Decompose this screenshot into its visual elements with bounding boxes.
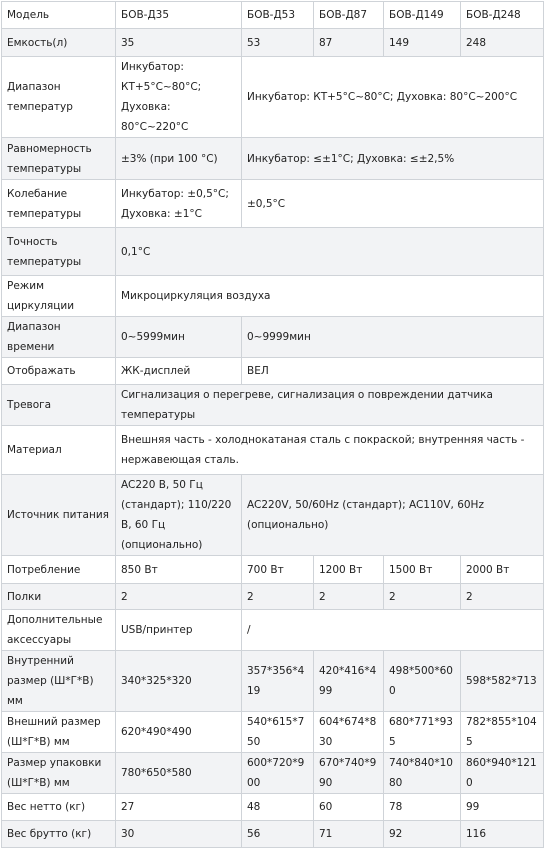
row-label-cell: Полки bbox=[2, 584, 116, 610]
value-cell: 598*582*713 bbox=[461, 651, 544, 712]
temperature-fluctuation-row bbox=[2, 180, 544, 228]
value-cell: 87 bbox=[314, 29, 384, 57]
model-row bbox=[2, 2, 544, 29]
package-size-row bbox=[2, 753, 544, 794]
value-cell: БОВ-Д248 bbox=[461, 2, 544, 29]
value-cell: 740*840*1080 bbox=[384, 753, 461, 794]
value-cell: Инкубатор: ±0,5°C; Духовка: ±1°C bbox=[116, 180, 242, 228]
value-cell: БОВ-Д149 bbox=[384, 2, 461, 29]
value-cell: AC220 В, 50 Гц (стандарт); 110/220 В, 60 Гц (опционально) bbox=[116, 475, 242, 556]
gross-weight-row bbox=[2, 821, 544, 848]
value-cell: 116 bbox=[461, 821, 544, 848]
value-cell: 600*720*900 bbox=[242, 753, 314, 794]
value-cell: 92 bbox=[384, 821, 461, 848]
value-cell: 99 bbox=[461, 794, 544, 821]
material-row bbox=[2, 426, 544, 475]
value-cell: 2 bbox=[116, 584, 242, 610]
temperature-accuracy-row bbox=[2, 228, 544, 276]
value-cell: / bbox=[242, 610, 544, 651]
row-label-cell: Равномерность температуры bbox=[2, 138, 116, 180]
value-cell: Внешняя часть - холоднокатаная сталь с покраской; внутренняя часть - нержавеющая сталь. bbox=[116, 426, 544, 475]
value-cell: 420*416*499 bbox=[314, 651, 384, 712]
power-supply-row bbox=[2, 475, 544, 556]
spec-table bbox=[1, 1, 544, 848]
value-cell: 2 bbox=[314, 584, 384, 610]
temperature-uniformity-row bbox=[2, 138, 544, 180]
value-cell: Инкубатор: ≤±1°C; Духовка: ≤±2,5% bbox=[242, 138, 544, 180]
value-cell: 248 bbox=[461, 29, 544, 57]
alarm-row bbox=[2, 385, 544, 426]
value-cell: 540*615*750 bbox=[242, 712, 314, 753]
value-cell: AC220V, 50/60Hz (стандарт); AC110V, 60Hz (опционально) bbox=[242, 475, 544, 556]
value-cell: 700 Вт bbox=[242, 556, 314, 584]
value-cell: 35 bbox=[116, 29, 242, 57]
spec-table-body bbox=[2, 2, 544, 848]
row-label-cell: Точность температуры bbox=[2, 228, 116, 276]
value-cell: Инкубатор: КТ+5°C~80°C; Духовка: 80°C~200°C bbox=[242, 57, 544, 138]
accessories-row bbox=[2, 610, 544, 651]
value-cell: Инкубатор: КТ+5°C~80°C; Духовка: 80°C~220°C bbox=[116, 57, 242, 138]
value-cell: ЖК-дисплей bbox=[116, 358, 242, 385]
row-label-cell: Диапазон времени bbox=[2, 317, 116, 358]
net-weight-row bbox=[2, 794, 544, 821]
shelves-row bbox=[2, 584, 544, 610]
time-range-row bbox=[2, 317, 544, 358]
value-cell: 498*500*600 bbox=[384, 651, 461, 712]
value-cell: 604*674*830 bbox=[314, 712, 384, 753]
row-label-cell: Колебание температуры bbox=[2, 180, 116, 228]
value-cell: 71 bbox=[314, 821, 384, 848]
value-cell: 850 Вт bbox=[116, 556, 242, 584]
value-cell: 670*740*990 bbox=[314, 753, 384, 794]
value-cell: Сигнализация о перегреве, сигнализация о повреждении датчика температуры bbox=[116, 385, 544, 426]
value-cell: 2 bbox=[461, 584, 544, 610]
value-cell: 56 bbox=[242, 821, 314, 848]
display-row bbox=[2, 358, 544, 385]
value-cell: 2000 Вт bbox=[461, 556, 544, 584]
row-label-cell: Режим циркуляции bbox=[2, 276, 116, 317]
temperature-range-row bbox=[2, 57, 544, 138]
row-label-cell: Отображать bbox=[2, 358, 116, 385]
value-cell: 1500 Вт bbox=[384, 556, 461, 584]
value-cell: 780*650*580 bbox=[116, 753, 242, 794]
row-label-cell: Вес брутто (кг) bbox=[2, 821, 116, 848]
value-cell: 340*325*320 bbox=[116, 651, 242, 712]
row-label-cell: Материал bbox=[2, 426, 116, 475]
external-size-row bbox=[2, 712, 544, 753]
row-label-cell: Потребление bbox=[2, 556, 116, 584]
value-cell: 1200 Вт bbox=[314, 556, 384, 584]
row-label-cell: Модель bbox=[2, 2, 116, 29]
row-label-cell: Размер упаковки (Ш*Г*В) мм bbox=[2, 753, 116, 794]
value-cell: БОВ-Д53 bbox=[242, 2, 314, 29]
row-label-cell: Источник питания bbox=[2, 475, 116, 556]
value-cell: USB/принтер bbox=[116, 610, 242, 651]
internal-size-row bbox=[2, 651, 544, 712]
row-label-cell: Вес нетто (кг) bbox=[2, 794, 116, 821]
row-label-cell: Внешний размер (Ш*Г*В) мм bbox=[2, 712, 116, 753]
value-cell: 0~5999мин bbox=[116, 317, 242, 358]
circulation-mode-row bbox=[2, 276, 544, 317]
value-cell: 149 bbox=[384, 29, 461, 57]
value-cell: 53 bbox=[242, 29, 314, 57]
value-cell: 60 bbox=[314, 794, 384, 821]
value-cell: 2 bbox=[384, 584, 461, 610]
value-cell: 620*490*490 bbox=[116, 712, 242, 753]
value-cell: 0,1°C bbox=[116, 228, 544, 276]
value-cell: ±3% (при 100 °C) bbox=[116, 138, 242, 180]
value-cell: 860*940*1210 bbox=[461, 753, 544, 794]
row-label-cell: Тревога bbox=[2, 385, 116, 426]
row-label-cell: Внутренний размер (Ш*Г*В) мм bbox=[2, 651, 116, 712]
row-label-cell: Емкость(л) bbox=[2, 29, 116, 57]
capacity-row bbox=[2, 29, 544, 57]
value-cell: ±0,5°C bbox=[242, 180, 544, 228]
value-cell: 0~9999мин bbox=[242, 317, 544, 358]
row-label-cell: Диапазон температур bbox=[2, 57, 116, 138]
value-cell: Микроциркуляция воздуха bbox=[116, 276, 544, 317]
value-cell: 78 bbox=[384, 794, 461, 821]
value-cell: 782*855*1045 bbox=[461, 712, 544, 753]
value-cell: 30 bbox=[116, 821, 242, 848]
value-cell: ВЕЛ bbox=[242, 358, 544, 385]
value-cell: БОВ-Д35 bbox=[116, 2, 242, 29]
consumption-row bbox=[2, 556, 544, 584]
row-label-cell: Дополнительные аксессуары bbox=[2, 610, 116, 651]
value-cell: 680*771*935 bbox=[384, 712, 461, 753]
value-cell: 48 bbox=[242, 794, 314, 821]
value-cell: БОВ-Д87 bbox=[314, 2, 384, 29]
value-cell: 357*356*419 bbox=[242, 651, 314, 712]
value-cell: 27 bbox=[116, 794, 242, 821]
value-cell: 2 bbox=[242, 584, 314, 610]
